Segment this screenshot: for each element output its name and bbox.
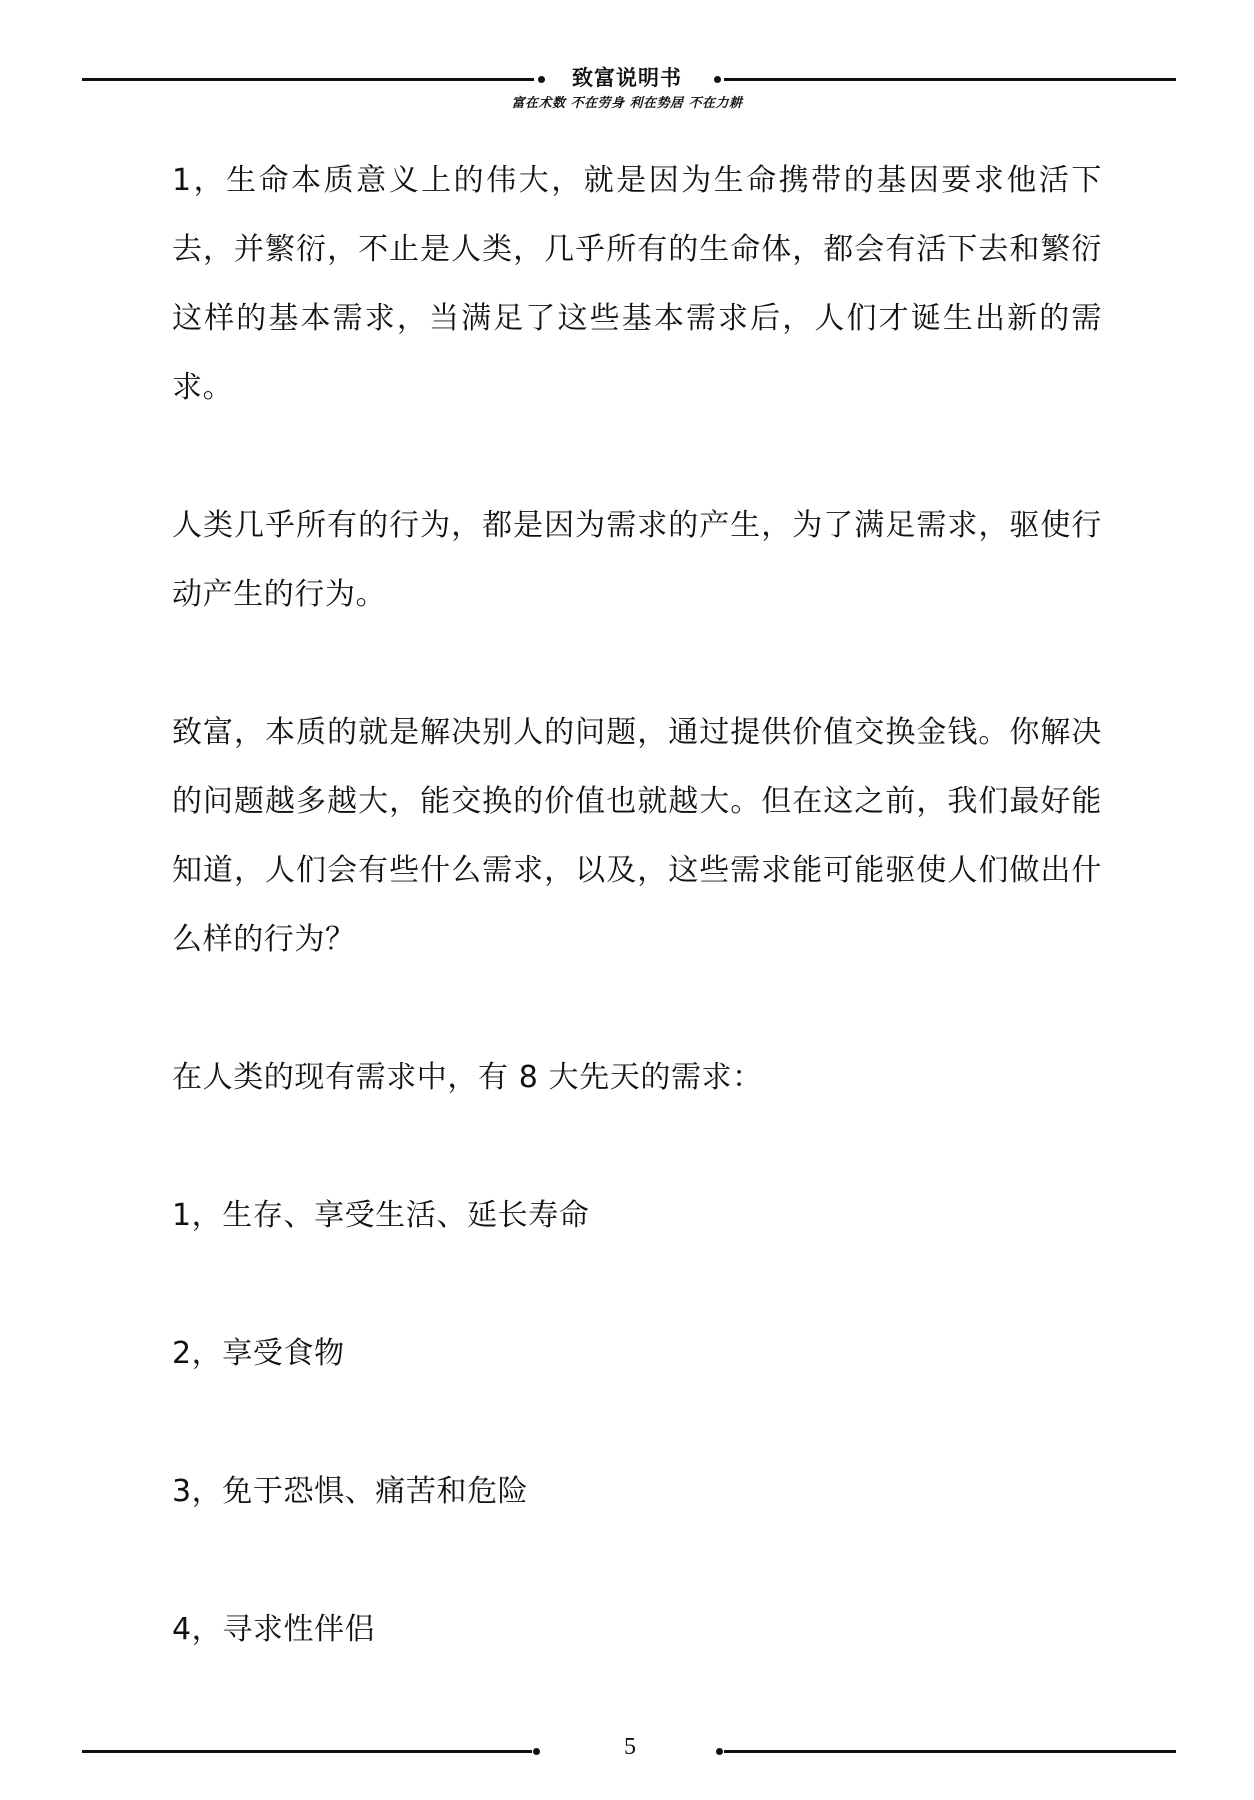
need-item: 1，生存、享受生活、延长寿命: [172, 1198, 590, 1233]
paragraph-wealth: 致富，本质的就是解决别人的问题，通过提供价值交换金钱。你解决的问题越多越大，能交换的价值也就越大。但在这之前，我们最好能知道，人们会有些什么需求，以及，这些需求能可能驱使人们做出什么样的行为？: [172, 715, 1102, 957]
header-motto: 富在术数 不在劳身 利在势居 不在力耕: [511, 96, 743, 111]
paragraph-intro: 1，生命本质意义上的伟大，就是因为生命携带的基因要求他活下去，并繁衍，不止是人类，几乎所有的生命体，都会有活下去和繁衍这样的基本需求，当满足了这些基本需求后，人们才诞生出新的需求。: [172, 163, 1102, 405]
header-dot-right: [714, 76, 721, 83]
header-rule-left: [82, 78, 534, 81]
footer-dot-right: [716, 1748, 723, 1755]
header-title: 致富说明书: [572, 66, 682, 90]
need-item: 2，享受食物: [172, 1336, 345, 1371]
footer-dot-left: [533, 1748, 540, 1755]
paragraph-needs-intro: 在人类的现有需求中，有 8 大先天的需求：: [172, 1060, 763, 1095]
footer-rule-left: [82, 1750, 532, 1753]
header-rule-right: [724, 78, 1176, 81]
page-number: 5: [624, 1734, 636, 1760]
need-item: 3，免于恐惧、痛苦和危险: [172, 1474, 529, 1509]
header-dot-left: [538, 76, 545, 83]
need-item: 4，寻求性伴侣: [172, 1612, 376, 1647]
page-body: [172, 146, 1102, 1733]
page-footer: [0, 1730, 1254, 1770]
footer-rule-right: [724, 1750, 1176, 1753]
paragraph-behavior: 人类几乎所有的行为，都是因为需求的产生，为了满足需求，驱使行动产生的行为。: [172, 508, 1102, 612]
page-header: [0, 56, 1254, 116]
